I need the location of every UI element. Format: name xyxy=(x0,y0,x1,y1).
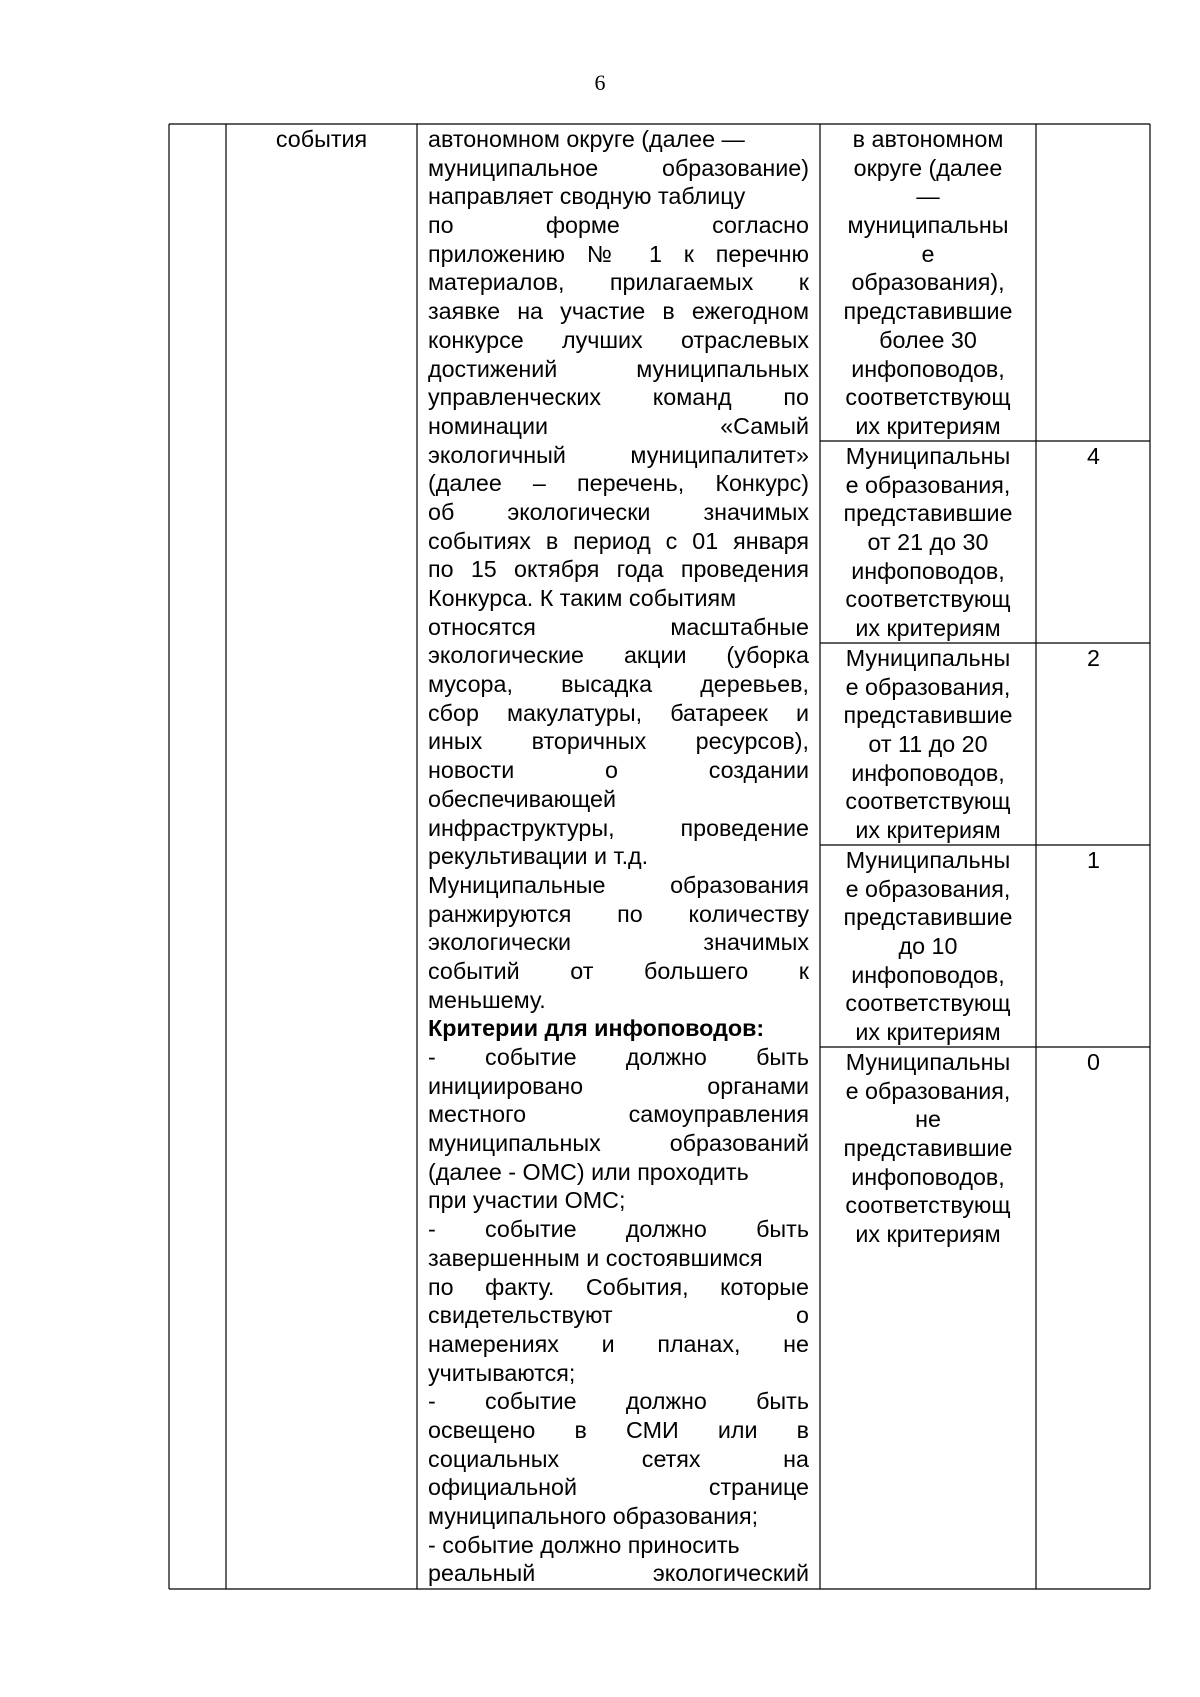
criteria-line: в автономном xyxy=(852,126,1004,152)
criteria-cell-4 xyxy=(822,846,1034,1047)
criteria-line: до 10 xyxy=(898,933,958,960)
criteria-line: е образования, xyxy=(845,1077,1011,1104)
description-line: Конкурса. К таким событиям xyxy=(428,585,737,611)
events-label: события xyxy=(275,126,368,152)
criteria-line: соответствующ xyxy=(845,586,1011,613)
criteria-line: е xyxy=(921,240,935,267)
description-line: - событие должно приносить xyxy=(428,1531,740,1558)
description-line: при участии ОМС; xyxy=(428,1187,626,1214)
description-line: экологические акции (уборка xyxy=(428,642,809,669)
criteria-line: округе (далее xyxy=(853,154,1003,181)
score-value: 4 xyxy=(1087,443,1100,469)
criteria-line: их критериям xyxy=(855,412,1001,439)
criteria-line: Муниципальны xyxy=(845,443,1011,469)
criteria-line: представившие xyxy=(843,298,1013,325)
description-line: материалов, прилагаемых к xyxy=(428,269,809,296)
criteria-line: представившие xyxy=(843,702,1013,729)
description-line: муниципальных образований xyxy=(428,1130,809,1157)
criteria-line: инфоповодов, xyxy=(851,355,1005,382)
criteria-line: е образования, xyxy=(845,471,1011,498)
description-line: свидетельствуют о xyxy=(428,1302,809,1329)
criteria-line: представившие xyxy=(843,904,1013,931)
criteria-cell-2 xyxy=(822,442,1034,643)
description-line: иных вторичных ресурсов), xyxy=(428,728,809,755)
criteria-line: представившие xyxy=(843,1135,1013,1162)
description-line: достижений муниципальных xyxy=(428,355,809,382)
description-line: - событие должно быть xyxy=(428,1216,809,1243)
criteria-line: соответствующ xyxy=(845,384,1011,411)
description-line: ранжируются по количеству xyxy=(428,900,809,927)
description-line: направляет сводную таблицу xyxy=(428,183,746,210)
description-line: инициировано органами xyxy=(428,1072,809,1099)
description-line: заявке на участие в ежегодном xyxy=(428,298,809,325)
description-line: номинации «Самый xyxy=(428,412,809,439)
description-line: официальной странице xyxy=(428,1474,809,1501)
criteria-line: их критериям xyxy=(855,1221,1001,1248)
description-line: относятся масштабные xyxy=(428,613,809,640)
criteria-line: е образования, xyxy=(845,875,1011,902)
description-line: - событие должно быть xyxy=(428,1044,809,1070)
description-line: намерениях и планах, не xyxy=(428,1330,809,1357)
description-line: мусора, высадка деревьев, xyxy=(428,671,809,698)
description-line: социальных сетях на xyxy=(428,1445,809,1472)
score-value xyxy=(1037,125,1150,154)
criteria-line: их критериям xyxy=(855,615,1001,642)
score-cell-5 xyxy=(1037,1048,1150,1077)
description-line: автономном округе (далее — xyxy=(428,126,745,152)
criteria-line: образования), xyxy=(851,269,1005,296)
criteria-line: от 11 до 20 xyxy=(868,731,988,758)
description-line: муниципального образования; xyxy=(428,1503,759,1529)
description-line: инфраструктуры, проведение xyxy=(428,814,809,841)
score-value: 0 xyxy=(1087,1049,1100,1075)
criteria-line: муниципальны xyxy=(847,212,1009,239)
criteria-line: инфоповодов, xyxy=(851,1163,1005,1190)
description-line: экологически значимых xyxy=(428,929,809,956)
criteria-cell-3 xyxy=(822,644,1034,845)
score-value: 2 xyxy=(1087,645,1100,671)
criteria-line: е образования, xyxy=(845,673,1011,700)
description-line: по 15 октября года проведения xyxy=(428,556,809,583)
description-line: меньшему. xyxy=(428,986,546,1013)
description-line: - событие должно быть xyxy=(428,1388,809,1415)
description-line: завершенным и состоявшимся xyxy=(428,1244,763,1271)
description-line: управленческих команд по xyxy=(428,384,809,411)
description-line: по форме согласно xyxy=(428,212,809,239)
description-line: экологичный муниципалитет» xyxy=(428,441,809,468)
criteria-line: инфоповодов, xyxy=(851,961,1005,988)
description-line: (далее - ОМС) или проходить xyxy=(428,1158,749,1185)
criteria-line: соответствующ xyxy=(845,788,1011,815)
score-cell-3 xyxy=(1037,644,1150,673)
description-line: учитываются; xyxy=(428,1359,576,1386)
description-line: событиях в период с 01 января xyxy=(428,527,809,554)
description-line: новости о создании xyxy=(428,757,809,784)
events-column-cell xyxy=(226,125,417,154)
description-line: рекультивации и т.д. xyxy=(428,843,649,870)
criteria-cell-5 xyxy=(822,1048,1034,1249)
criteria-line: Муниципальны xyxy=(845,1049,1011,1075)
description-line: Критерии для инфоповодов: xyxy=(428,1015,765,1042)
description-line: конкурсе лучших отраслевых xyxy=(428,326,809,353)
description-line: (далее – перечень, Конкурс) xyxy=(428,470,809,497)
description-line: событий от большего к xyxy=(428,957,809,984)
criteria-line: инфоповодов, xyxy=(851,557,1005,584)
description-line: приложению № 1 к перечню xyxy=(428,240,809,267)
criteria-line: более 30 xyxy=(879,326,977,353)
description-line: освещено в СМИ или в xyxy=(428,1416,809,1443)
description-line: об экологически значимых xyxy=(428,498,809,525)
description-line: обеспечивающей xyxy=(428,785,617,812)
criteria-line: соответствующ xyxy=(845,1192,1011,1219)
description-line: реальный экологический xyxy=(428,1560,809,1587)
criteria-line: от 21 до 30 xyxy=(867,529,989,556)
criteria-line: Муниципальны xyxy=(845,645,1011,671)
score-cell-1 xyxy=(1037,125,1150,154)
description-line: сбор макулатуры, батареек и xyxy=(428,699,809,726)
criteria-line: инфоповодов, xyxy=(851,759,1005,786)
score-cell-4 xyxy=(1037,846,1150,875)
score-cell-2 xyxy=(1037,442,1150,471)
description-line: муниципальное образование) xyxy=(428,154,809,181)
description-line: местного самоуправления xyxy=(428,1101,809,1128)
description-cell xyxy=(428,125,809,1588)
criteria-line: не xyxy=(915,1106,941,1133)
criteria-line: их критериям xyxy=(855,817,1001,844)
score-value: 1 xyxy=(1087,847,1100,873)
page-number: 6 xyxy=(594,70,606,95)
criteria-line: представившие xyxy=(843,500,1013,527)
criteria-line: их критериям xyxy=(855,1019,1001,1046)
criteria-line: Муниципальны xyxy=(845,847,1011,873)
description-line: Муниципальные образования xyxy=(428,871,809,898)
criteria-line: — xyxy=(916,183,940,210)
description-line: по факту. События, которые xyxy=(428,1273,809,1300)
criteria-cell-1 xyxy=(822,125,1034,441)
criteria-line: соответствующ xyxy=(845,990,1011,1017)
